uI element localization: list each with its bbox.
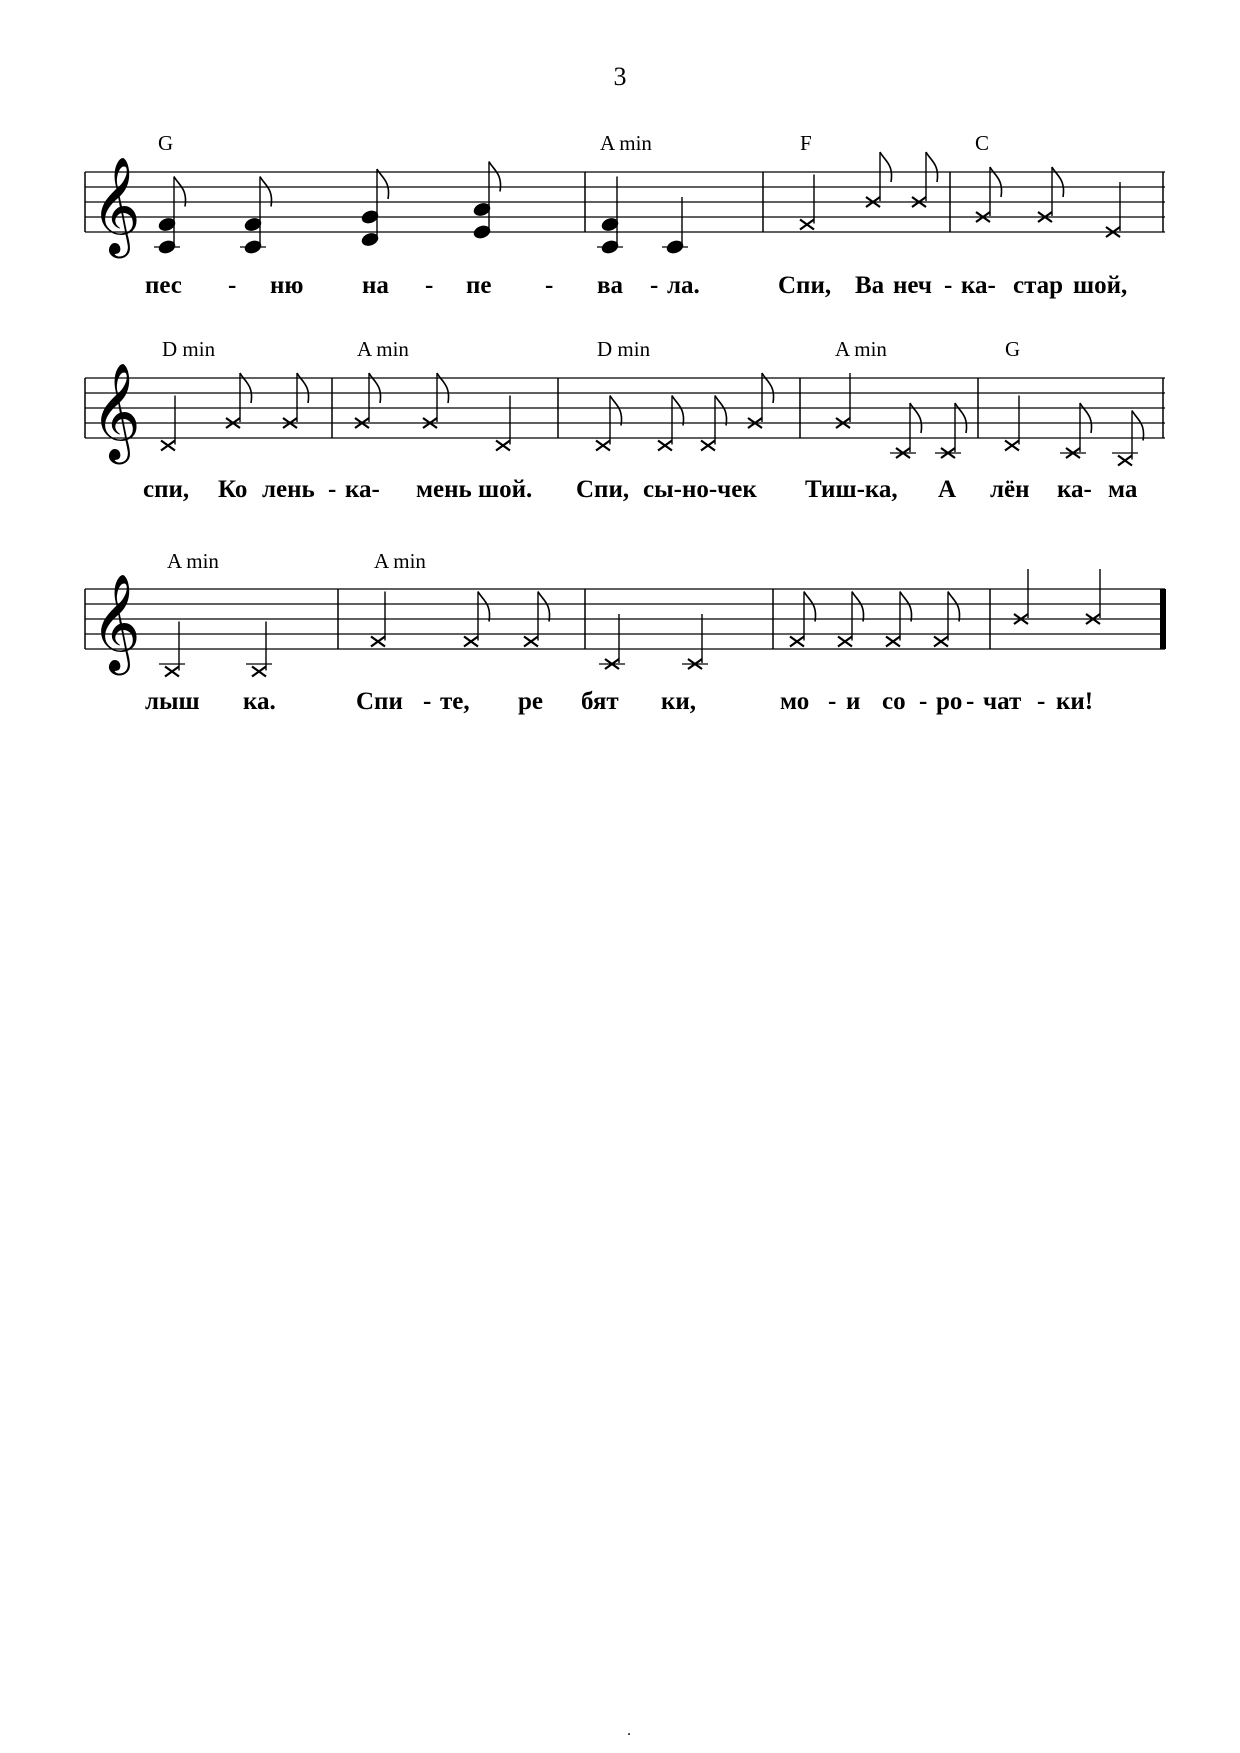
chord-symbol: A min [167, 549, 219, 573]
lyric-syllable: спи, [143, 476, 190, 503]
lyric-syllable: ка- [345, 476, 380, 503]
lyric-syllable: бят [581, 688, 619, 715]
lyric-syllable: пес [145, 272, 182, 299]
note-flag [377, 169, 389, 199]
lyric-syllable: - [1037, 688, 1046, 715]
lyric-syllable: - [966, 688, 975, 715]
lyric-syllable: Тиш-ка, [805, 476, 898, 503]
lyric-syllable: неч [893, 272, 932, 299]
lyric-syllable: - [944, 272, 953, 299]
x-notehead [161, 441, 175, 451]
note-flag [1132, 411, 1144, 441]
lyric-syllable: те, [440, 688, 470, 715]
x-notehead [886, 637, 900, 647]
lyric-syllable: А [938, 476, 957, 503]
lyric-syllable: на [362, 272, 389, 299]
lyric-syllable: ню [270, 272, 304, 299]
note-flag [715, 396, 727, 426]
chord-symbol: D min [162, 337, 216, 361]
chord-symbol: F [800, 131, 812, 155]
treble-clef-icon: 𝄞 [91, 573, 141, 671]
x-notehead [252, 667, 266, 677]
note-flag [852, 592, 864, 622]
lyric-syllable: чат [983, 688, 1022, 715]
note-flag [880, 152, 892, 182]
page-number: 3 [613, 62, 627, 91]
staff-lines [85, 172, 1165, 649]
note-flag [478, 592, 490, 622]
x-notehead [371, 637, 385, 647]
lyric-syllable: - [828, 688, 837, 715]
lyric-syllable: со [882, 688, 906, 715]
x-notehead [165, 667, 179, 677]
chord-symbol: A min [835, 337, 887, 361]
lyric-syllable: мень [416, 476, 472, 503]
lyric-syllable: - [919, 688, 928, 715]
x-notehead [658, 441, 672, 451]
treble-clef-icon: 𝄞 [91, 156, 141, 254]
lyric-syllable: ва [597, 272, 624, 299]
note-flag [804, 592, 816, 622]
x-notehead [1005, 441, 1019, 451]
lyric-syllable: Спи [356, 688, 403, 715]
lyric-syllable: Спи, [576, 476, 630, 503]
lyric-syllable: ро [936, 688, 963, 715]
lyric-syllable: Ва [855, 272, 885, 299]
lyric-syllable: ре [518, 688, 543, 715]
note-flag [900, 592, 912, 622]
lyric-syllable: - [650, 272, 659, 299]
lyric-syllable: стар [1013, 272, 1064, 299]
lyric-syllable: ка- [961, 272, 996, 299]
x-notehead [496, 441, 510, 451]
lyric-syllable: ка- [1057, 476, 1092, 503]
chord-symbol: C [975, 131, 990, 155]
x-notehead [464, 637, 478, 647]
lyric-syllable: мо [780, 688, 810, 715]
lyric-syllable: шой. [478, 476, 533, 503]
notes [154, 152, 1144, 677]
lyric-syllable: лён [990, 476, 1030, 503]
x-notehead [800, 220, 814, 230]
lyric-syllable: - [423, 688, 432, 715]
lyric-syllable: и [846, 688, 861, 715]
x-notehead [934, 637, 948, 647]
x-notehead [701, 441, 715, 451]
lyric-syllable: ки! [1056, 688, 1094, 715]
x-notehead [596, 441, 610, 451]
treble-clef-icon: 𝄞 [91, 362, 141, 460]
chord-symbol: D min [597, 337, 651, 361]
x-notehead [838, 637, 852, 647]
lyric-syllable: - [228, 272, 237, 299]
lyric-syllable: Ко [218, 476, 248, 503]
chord-symbol: A min [600, 131, 652, 155]
lyric-syllable: пе [466, 272, 492, 299]
note-flag [610, 396, 622, 426]
lyric-syllable: лыш [145, 688, 200, 715]
chord-symbol: G [158, 131, 174, 155]
lyric-syllable: шой, [1073, 272, 1128, 299]
note-flag [672, 396, 684, 426]
lyric-syllable: Спи, [778, 272, 832, 299]
chord-symbol: A min [357, 337, 409, 361]
barlines [85, 172, 1166, 649]
lyric-syllable: - [425, 272, 434, 299]
chord-symbol: G [1005, 337, 1021, 361]
lyric-syllable: ла. [667, 272, 700, 299]
footer-mark: . [627, 1722, 631, 1739]
note-flag [926, 152, 938, 182]
note-flag [948, 592, 960, 622]
lyric-syllable: лень [262, 476, 315, 503]
lyric-syllable: ка. [243, 688, 276, 715]
x-notehead [524, 637, 538, 647]
x-notehead [790, 637, 804, 647]
treble-clefs [91, 156, 141, 675]
x-notehead [1118, 456, 1132, 466]
lyric-syllable: ки, [661, 688, 697, 715]
lyric-syllable: - [545, 272, 554, 299]
note-flag [538, 592, 550, 622]
final-barline [1160, 589, 1166, 649]
lyric-syllable: ма [1108, 476, 1138, 503]
lyric-syllable: - [328, 476, 337, 503]
lyric-syllable: сы-но-чек [643, 476, 757, 503]
chord-symbol: A min [374, 549, 426, 573]
